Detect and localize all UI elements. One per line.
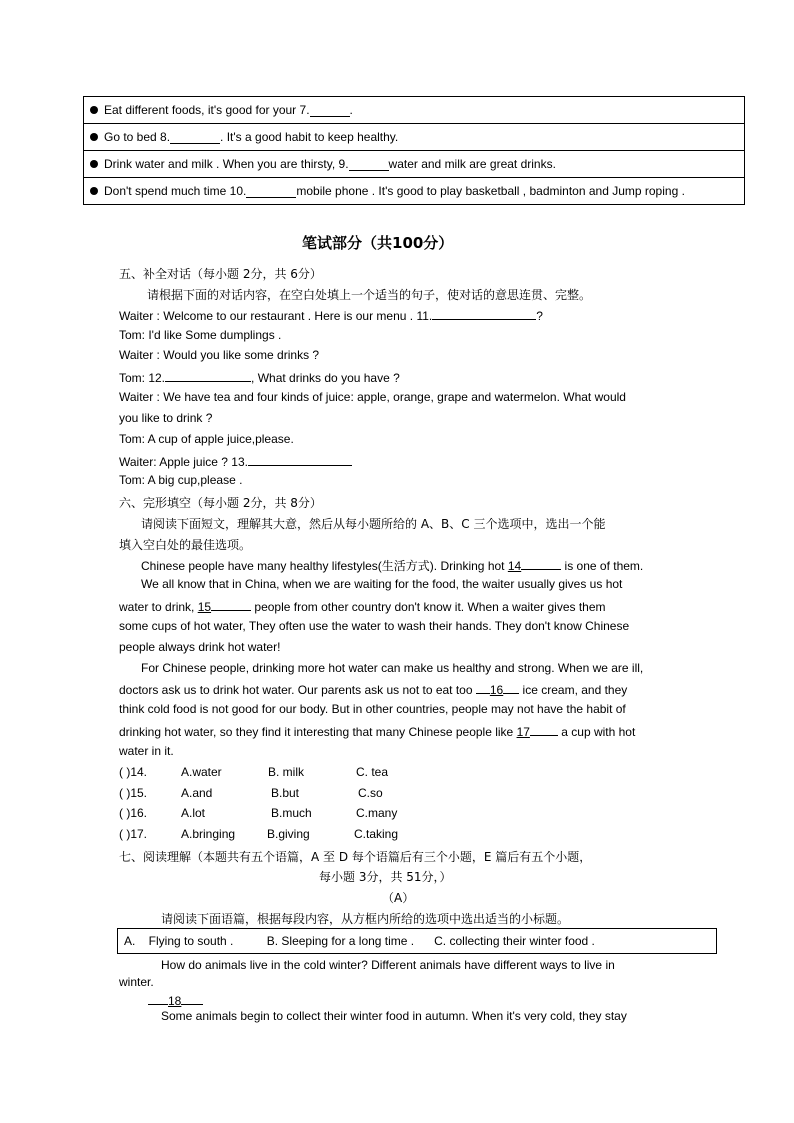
line-text-end: people from other country don't know it. When a waiter gives them [251,600,606,614]
sec5-heading: 五、补全对话（每小题 2分，共 6分） [119,267,322,281]
line-text: Waiter : Welcome to our restaurant . Here is our menu . 11. [119,309,433,323]
dialogue-line-8 [119,453,352,469]
answer-blank[interactable] [170,131,220,144]
reading-line: How do animals live in the cold winter? Different animals have different ways to live in [161,958,615,972]
passage-line [119,598,606,614]
sec7-heading: 七、阅读理解（本题共有五个语篇，A 至 D 每个语篇后有三个小题，E 篇后有五个小题， [119,850,592,864]
line-text: Tom: 12. [119,371,166,385]
answer-blank-12[interactable] [165,369,251,382]
line-text: Chinese people have many healthy lifestyles(生活方式). Drinking hot [141,559,508,573]
passage-line: some cups of hot water, They often use the water to wash their hands. They don't know Chinese [119,619,630,633]
line-text: doctors ask us to drink hot water. Our parents ask us not to eat too [119,683,476,697]
bullet-icon [90,160,98,168]
row-text: Go to bed 8. [104,130,171,144]
sec7-part-label: （A） [382,891,415,905]
line-text-end: a cup with hot [557,725,636,739]
cloze-blank-line [211,598,251,611]
row-text-end: mobile phone . It's good to play basketball , badminton and Jump roping . [296,184,685,198]
cloze-blank-17[interactable]: 17 [516,725,530,739]
row-text-end: . [349,103,353,117]
choice-a[interactable]: A.water [181,765,222,779]
passage-line [141,557,643,574]
choice-c[interactable]: C. tea [356,765,389,779]
line-text-end: ? [536,309,543,323]
blank-line [181,992,203,1005]
answer-blank[interactable] [310,104,350,117]
choice-number[interactable]: ( )16. [119,806,148,820]
bullet-icon [90,133,98,141]
cloze-blank-line [476,681,490,694]
choice-b[interactable]: B.but [271,786,300,800]
line-text-end: is one of them. [561,559,644,573]
passage-line: We all know that in China, when we are waiting for the food, the waiter usually gives us hot [141,577,623,591]
dialogue-line-7: Tom: A cup of apple juice,please. [119,432,294,446]
sec6-instruction-1: 请阅读下面短文，理解其大意，然后从每小题所给的 A、B、C 三个选项中，选出一个能 [141,517,606,531]
dialogue-line-5: Waiter : We have tea and four kinds of juice: apple, orange, grape and watermelon. What would [119,390,626,404]
reading-line: Some animals begin to collect their winter food in autumn. When it's very cold, they stay [161,1009,627,1023]
choice-b[interactable]: B. milk [268,765,304,779]
choice-a[interactable]: A.lot [181,806,206,820]
cloze-blank-line [521,557,561,570]
top-table [83,96,745,205]
dialogue-line-3: Waiter : Would you like some drinks ? [119,348,320,362]
table-row [84,97,744,124]
line-text: water to drink, [119,600,198,614]
choice-number[interactable]: ( )15. [119,786,148,800]
line-text: drinking hot water, so they find it interesting that many Chinese people like [119,725,517,739]
passage-line: water in it. [119,744,174,758]
answer-blank-13[interactable] [248,453,352,466]
cloze-blank-16[interactable]: 16 [489,683,504,697]
sec6-instruction-2: 填入空白处的最佳选项。 [119,538,252,552]
heading-blank-18[interactable] [148,992,203,1008]
passage-line [119,681,627,697]
sec5-instruction: 请根据下面的对话内容，在空白处填上一个适当的句子，使对话的意思连贯、完整。 [147,288,592,302]
row-text-end: . It's a good habit to keep healthy. [220,130,399,144]
row-text: Drink water and milk . When you are thirsty, 9. [104,157,349,171]
table-row [84,124,744,151]
row-text-end: water and milk are great drinks. [388,157,556,171]
choice-c[interactable]: C.many [356,806,398,820]
choice-c[interactable]: C.so [358,786,383,800]
blank-line [148,992,168,1005]
answer-blank[interactable] [349,158,389,171]
answer-blank[interactable] [246,185,296,198]
section-title: 笔试部分（共100分） [302,234,454,252]
table-row [84,178,744,204]
dialogue-line-2: Tom: I'd like Some dumplings . [119,328,282,342]
bullet-icon [90,187,98,195]
choice-c[interactable]: C.taking [354,827,399,841]
cloze-blank-line [503,681,519,694]
choice-a[interactable]: A.bringing [181,827,236,841]
dialogue-line-6: you like to drink ? [119,411,213,425]
passage-line: people always drink hot water! [119,640,281,654]
options-text: A. Flying to south . B. Sleeping for a long time . C. collecting their winter food . [124,934,595,948]
table-row [84,151,744,178]
choice-a[interactable]: A.and [181,786,213,800]
passage-line: think cold food is not good for our body. But in other countries, people may not have the habit of [119,702,626,716]
dialogue-line-9: Tom: A big cup,please . [119,473,243,487]
cloze-blank-14[interactable]: 14 [507,559,522,573]
dialogue-line-4 [119,369,400,385]
row-text: Don't spend much time 10. [104,184,247,198]
line-text-end: , What drinks do you have ? [251,371,400,385]
choice-b[interactable]: B.giving [267,827,310,841]
choice-number[interactable]: ( )14. [119,765,148,779]
options-box [117,928,717,954]
sec7-instruction: 请阅读下面语篇，根据每段内容，从方框内所给的选项中选出适当的小标题。 [161,912,570,926]
bullet-icon [90,106,98,114]
choice-number[interactable]: ( )17. [119,827,148,841]
line-text: Waiter: Apple juice ? 13. [119,455,248,469]
line-text-end: ice cream, and they [519,683,628,697]
sec6-heading: 六、完形填空（每小题 2分，共 8分） [119,496,322,510]
passage-line [119,723,635,739]
sec7-heading-2: 每小题 3分，共 51分，） [319,870,452,884]
blank-number: 18 [168,994,182,1008]
choice-b[interactable]: B.much [271,806,312,820]
reading-line: winter. [119,975,154,989]
cloze-blank-15[interactable]: 15 [197,600,212,614]
dialogue-line-1 [119,307,543,323]
cloze-blank-line [530,723,558,736]
passage-line: For Chinese people, drinking more hot water can make us healthy and strong. When we are ill, [141,661,644,675]
answer-blank-11[interactable] [432,307,536,320]
row-text: Eat different foods, it's good for your 7. [104,103,310,117]
